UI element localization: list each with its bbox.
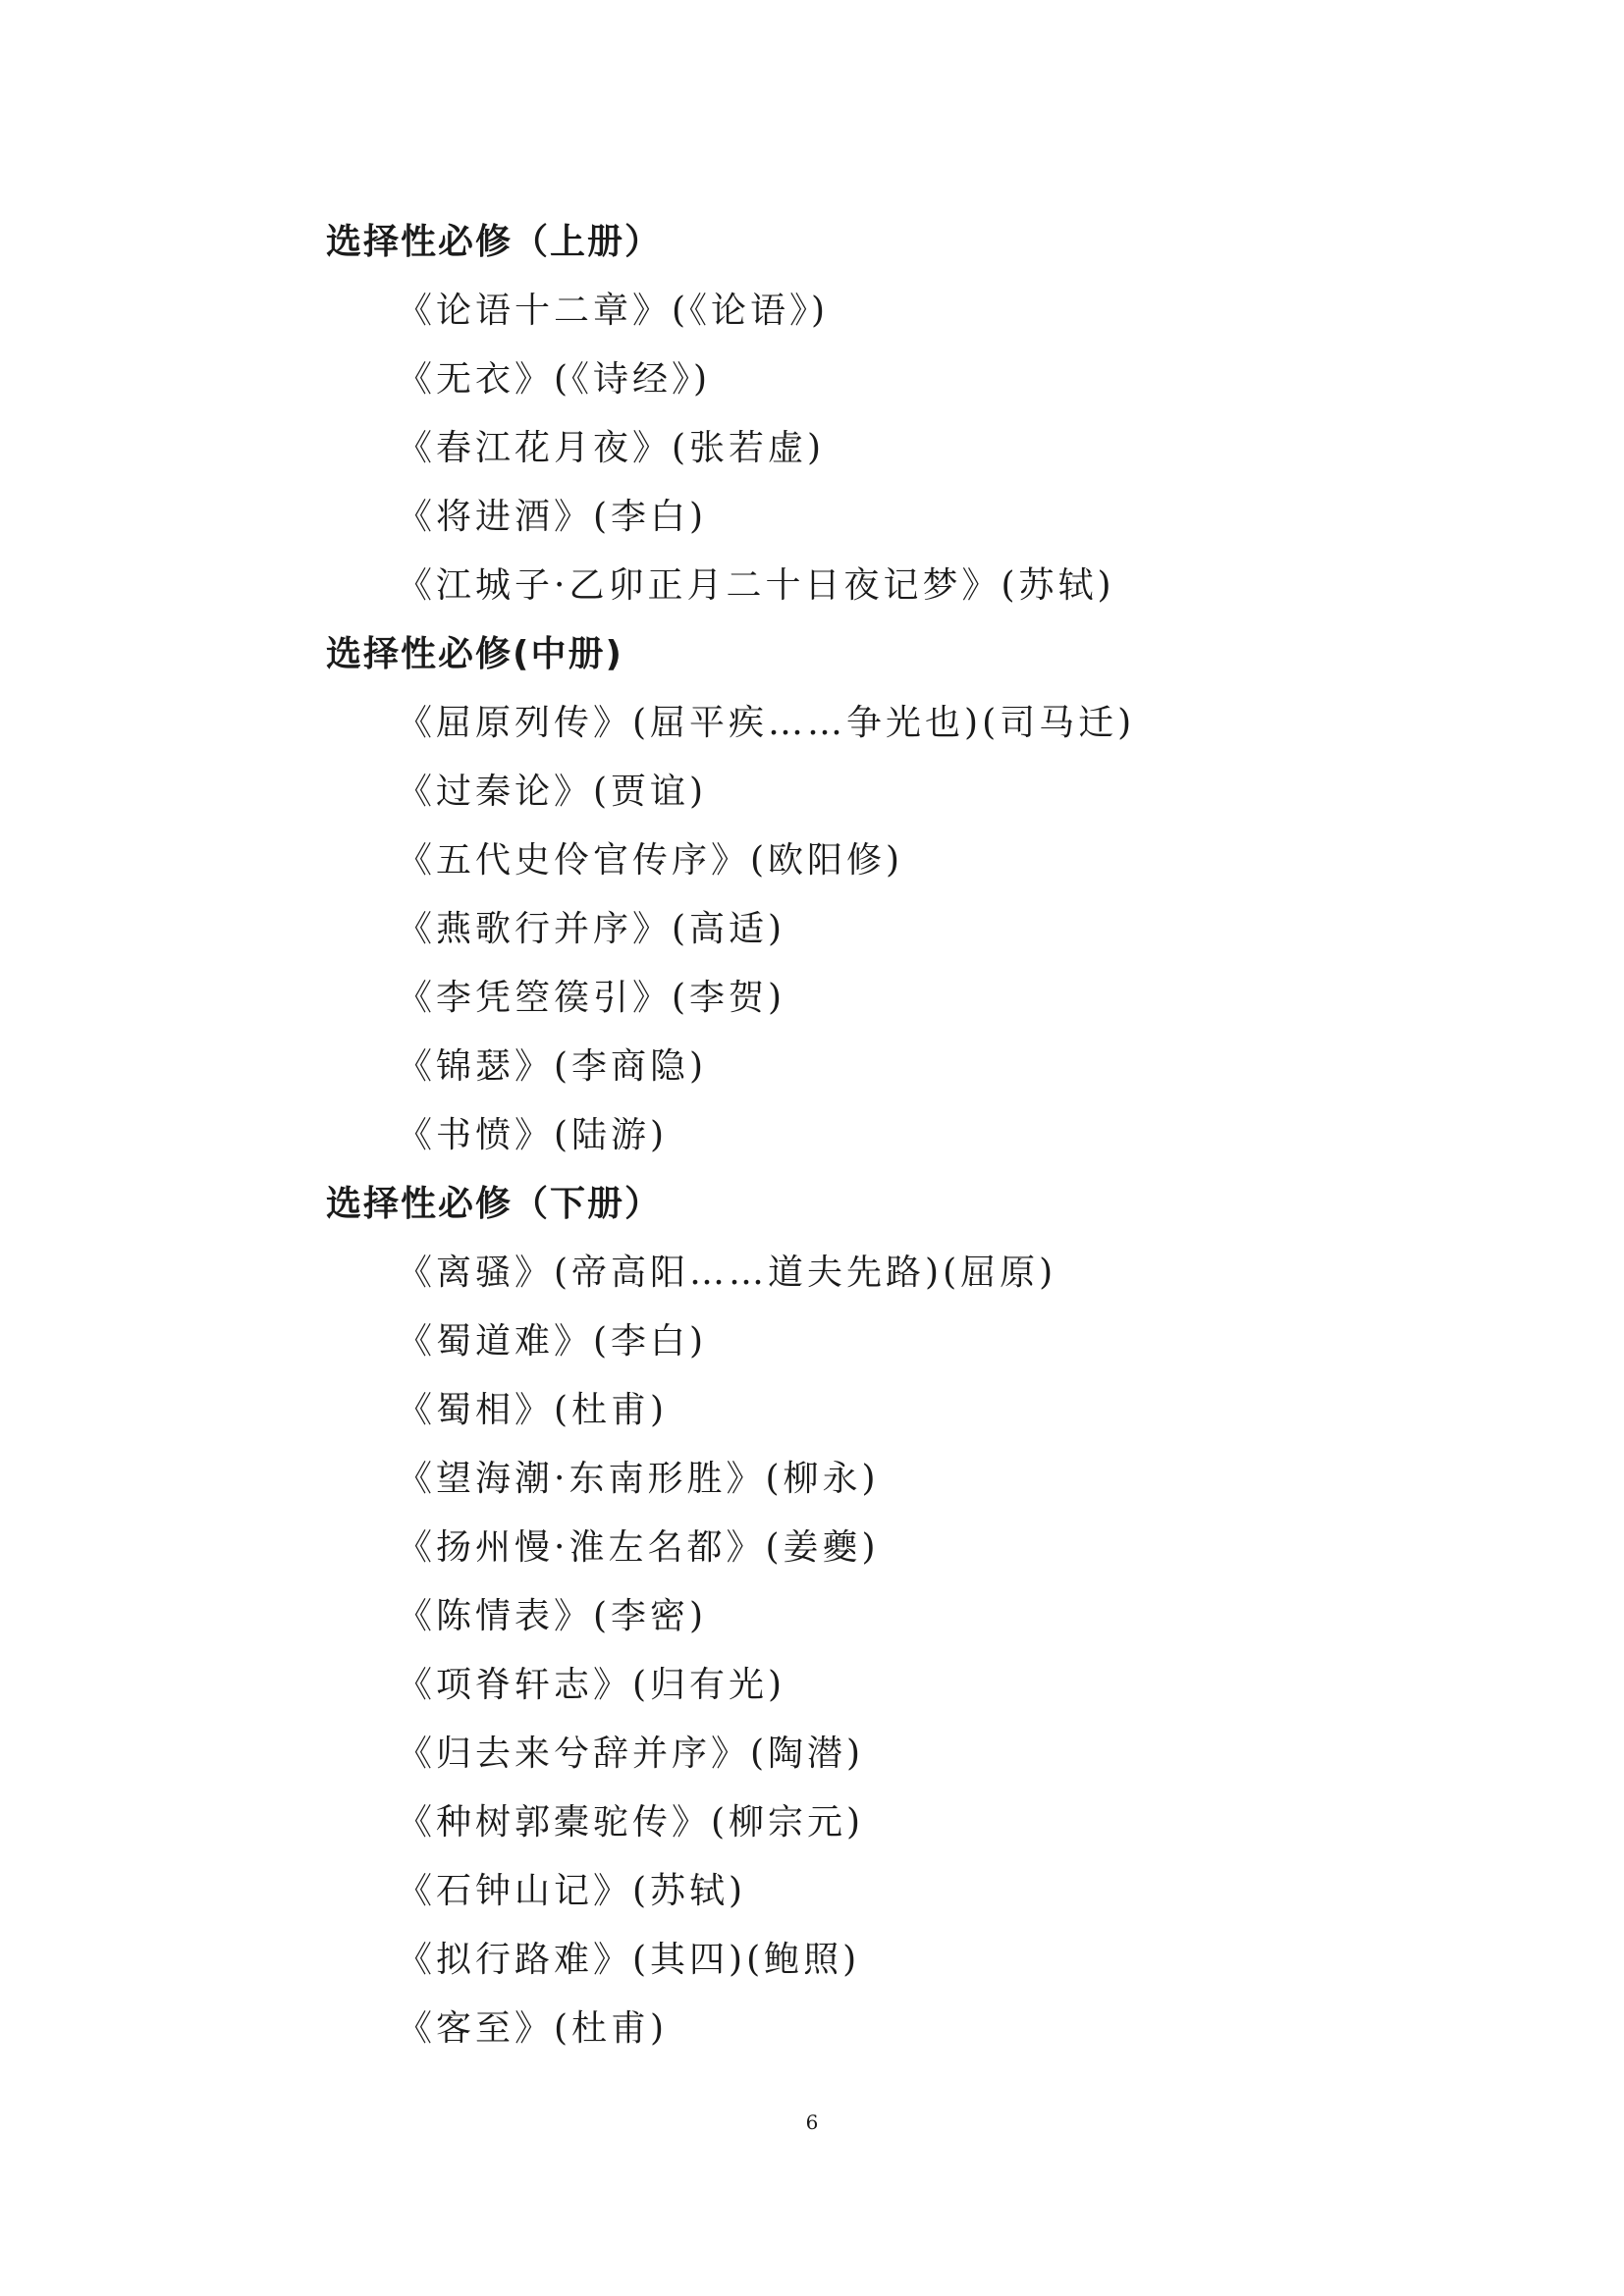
section-lower-volume (326, 1170, 1308, 2063)
section-heading: 选择性必修(中册) (326, 634, 623, 674)
list-item: 《扬州慢·淮左名都》(姜夔) (397, 1527, 880, 1568)
section-upper-volume (326, 208, 1308, 620)
list-item: 《归去来兮辞并序》(陶潜) (397, 1734, 865, 1774)
section-middle-volume (326, 620, 1308, 1170)
section-heading: 选择性必修（下册） (326, 1184, 663, 1224)
list-item: 《石钟山记》(苏轼) (397, 1871, 747, 1911)
list-item: 《客至》(杜甫) (397, 2008, 669, 2049)
list-item: 《李凭箜篌引》(李贺) (397, 978, 786, 1018)
list-item: 《论语十二章》(《论语》) (397, 291, 830, 331)
list-item: 《离骚》(帝高阳……道夫先路)(屈原) (397, 1253, 1057, 1293)
list-item: 《江城子·乙卯正月二十日夜记梦》(苏轼) (397, 565, 1115, 606)
list-item: 《将进酒》(李白) (397, 497, 708, 537)
section-heading: 选择性必修（上册） (326, 222, 663, 262)
list-item: 《过秦论》(贾谊) (397, 772, 708, 812)
list-item: 《燕歌行并序》(高适) (397, 909, 786, 949)
list-item: 《屈原列传》(屈平疾……争光也)(司马迁) (397, 703, 1136, 743)
list-item: 《锦瑟》(李商隐) (397, 1046, 708, 1087)
list-item: 《五代史伶官传序》(欧阳修) (397, 840, 904, 881)
list-item: 《项脊轩志》(归有光) (397, 1665, 786, 1705)
page-number: 6 (805, 2110, 819, 2134)
list-item: 《书愤》(陆游) (397, 1115, 669, 1155)
list-item: 《春江花月夜》(张若虚) (397, 428, 826, 468)
list-item: 《种树郭橐驼传》(柳宗元) (397, 1802, 865, 1842)
list-item: 《望海潮·东南形胜》(柳永) (397, 1459, 880, 1499)
list-item: 《蜀道难》(李白) (397, 1321, 708, 1362)
list-item: 《拟行路难》(其四)(鲍照) (397, 1940, 861, 1980)
list-item: 《蜀相》(杜甫) (397, 1390, 669, 1430)
list-item: 《无衣》(《诗经》) (397, 359, 712, 400)
reading-list (326, 208, 1308, 2063)
list-item: 《陈情表》(李密) (397, 1596, 708, 1636)
